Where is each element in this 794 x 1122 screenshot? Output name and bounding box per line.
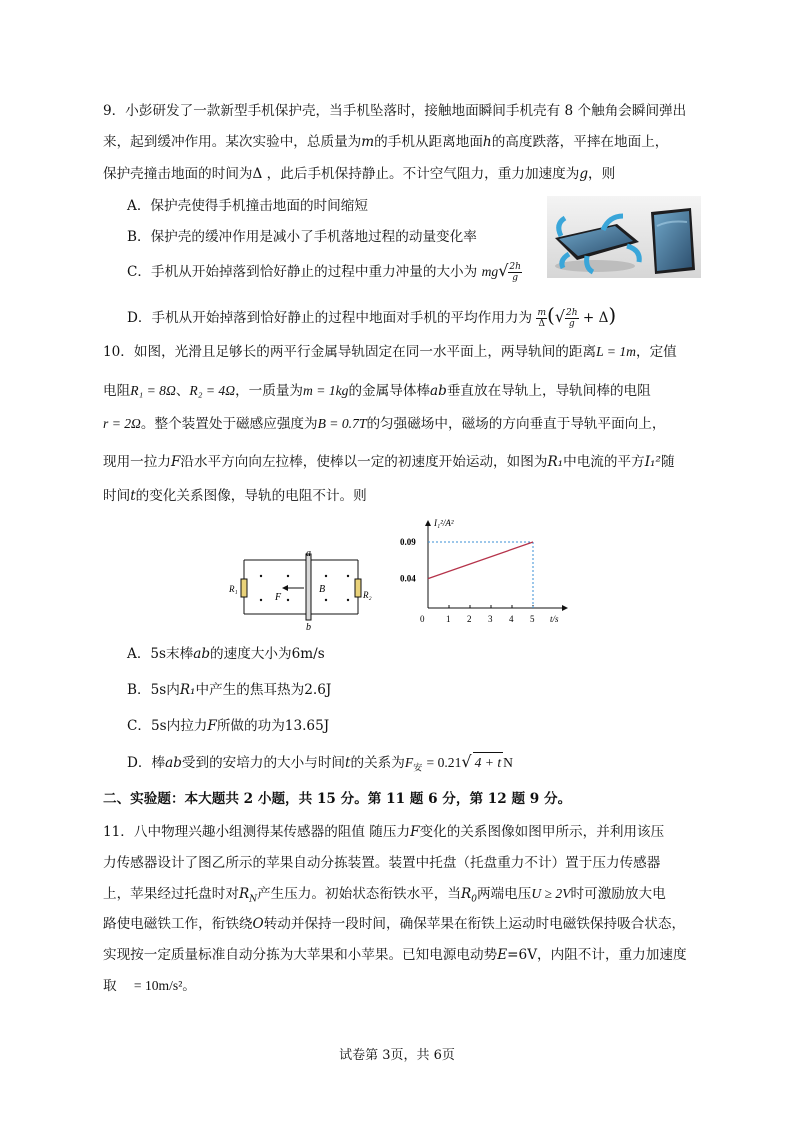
x-tick-label: 1	[446, 614, 451, 624]
q11-stem-line2: 力传感器设计了图乙所示的苹果自动分拣装置。装置中托盘（托盘重力不计）置于压力传感器	[103, 855, 661, 871]
chart-svg	[396, 514, 576, 632]
q11-stem-line5: 实现按一定质量标准自动分拣为大苹果和小苹果。已知电源电动势E=6V，内阻不计，重力加速度	[103, 947, 687, 963]
y-tick-label: 0.04	[400, 573, 416, 584]
q9-option-a: A．保护壳使得手机撞击地面的时间缩短	[127, 198, 368, 214]
conductor-rod-ab	[306, 554, 311, 620]
q9-option-d: D．手机从开始掉落到恰好静止的过程中地面对手机的平均作用力为 $\frac{m}{\Delta}$ (√ $\frac{2h}{g}$ + Δ)	[127, 303, 617, 329]
q9-option-c: C．手机从开始掉落到恰好静止的过程中重力冲量的大小为 mg√ $\frac{2h}{g}$	[127, 261, 521, 283]
q10-stem-line5: 时间t的变化关系图像，导轨的电阻不计。则	[103, 488, 367, 504]
y-axis-arrow	[425, 520, 431, 526]
resistor-r2	[355, 579, 361, 597]
q11-stem-line6: 取 = 10m/s²。	[103, 978, 196, 994]
origin-label: 0	[420, 614, 425, 624]
q10-stem-line1: 10．如图，光滑且足够长的两平行金属导轨固定在同一水平面上，两导轨间的距离L = 1m，定值	[103, 344, 677, 360]
q9-stem-line2: 来，起到缓冲作用。某次实验中，总质量为m的手机从距离地面h的高度跌落，平摔在地面上，	[103, 134, 669, 150]
q11-stem-line4: 路使电磁铁工作，衔铁绕O转动并保持一段时间，确保苹果在衔铁上运动时电磁铁保持吸合状态，	[103, 916, 686, 932]
label-a: a	[306, 548, 311, 559]
q10-stem-line2: 电阻R₁ = 8Ω、R₂ = 4Ω，一质量为m = 1kg的金属导体棒ab垂直放在导轨上，导轨间棒的电阻	[103, 383, 651, 399]
q10-option-b: B．5s内R₁中产生的焦耳热为2.6J	[127, 682, 332, 698]
q10-option-a: A．5s末棒ab的速度大小为6m/s	[127, 646, 325, 662]
q9-stem-line3: 保护壳撞击地面的时间为Δ ，此后手机保持静止。不计空气阻力，重力加速度为g，则	[103, 166, 616, 182]
q11-stem-line1: 11．八中物理兴趣小组测得某传感器的阻值 随压力F变化的关系图像如图甲所示，并利用该压	[103, 824, 665, 840]
section-two-heading: 二、实验题：本大题共 2 小题，共 15 分。第 11 题 6 分，第 12 题 9 分。	[103, 791, 572, 807]
y-tick-label: 0.09	[400, 537, 416, 547]
rail-circuit-diagram	[228, 548, 378, 632]
q10-option-c: C．5s内拉力F所做的功为13.65J	[127, 718, 330, 734]
y-axis-label: I₁²/A²	[434, 518, 454, 528]
label-r2: R₂	[363, 590, 372, 600]
current-squared-chart	[396, 514, 576, 632]
x-tick-label: 3	[488, 614, 493, 624]
phone-case-photo	[547, 196, 701, 278]
q10-stem-line4: 现用一拉力F沿水平方向向左拉棒，使棒以一定的初速度开始运动，如图为R₁中电流的平方I₁²随	[103, 454, 675, 470]
x-tick-label: 4	[509, 614, 514, 624]
x-tick-label: 5	[530, 614, 535, 624]
label-r1: R₁	[229, 584, 238, 594]
q10-stem-line3: r = 2Ω。整个装置处于磁感应强度为B = 0.7T的匀强磁场中，磁场的方向垂直于导轨平面向上，	[103, 416, 666, 432]
q10-option-d: D．棒ab受到的安培力的大小与时间t的关系为$F_安 = 0.21√$ 4 + t N	[127, 752, 513, 774]
resistor-r1	[241, 579, 247, 597]
q11-stem-line3: 上，苹果经过托盘时对$R_N$产生压力。初始状态衔铁水平，当$R_0$两端电压U ≥ 2V时可激励放大电	[103, 886, 666, 905]
label-b-field: B	[319, 584, 326, 595]
q9-stem-line1: 9．小彭研发了一款新型手机保护壳，当手机坠落时，接触地面瞬间手机壳有 8 个触角会瞬间弹出	[103, 103, 687, 119]
q9-option-b: B．保护壳的缓冲作用是减小了手机落地过程的动量变化率	[127, 229, 477, 245]
x-axis-label: t/s	[550, 614, 559, 624]
label-b: b	[306, 622, 311, 632]
series-line	[428, 542, 533, 579]
page-footer: 试卷第 3页，共 6页	[339, 1048, 455, 1063]
x-tick-label: 2	[467, 614, 472, 624]
x-axis-arrow	[562, 605, 568, 611]
label-f: F	[275, 592, 282, 603]
